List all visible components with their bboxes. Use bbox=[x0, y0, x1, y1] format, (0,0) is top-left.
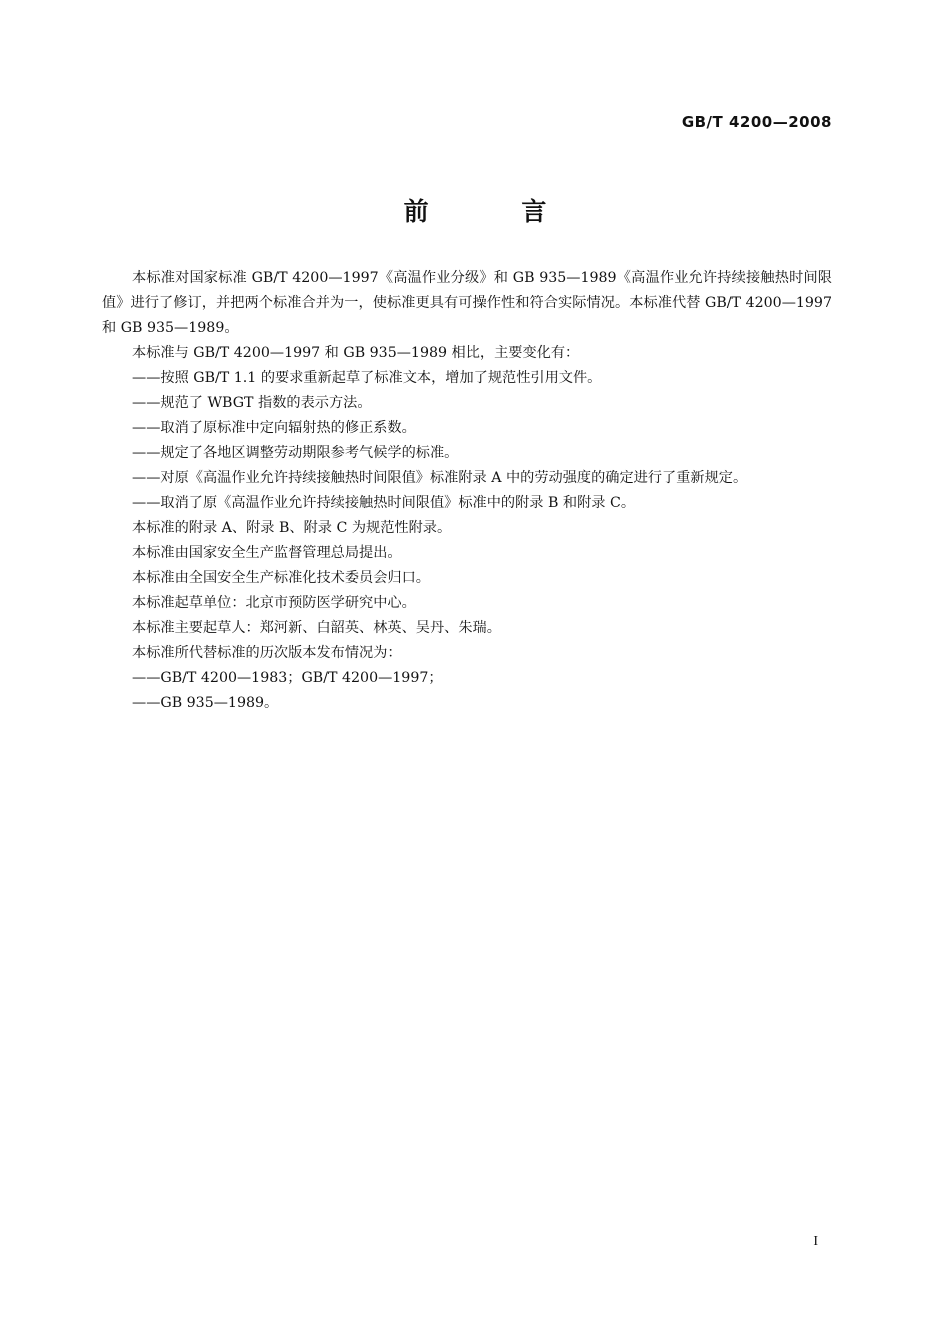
text-line: 本标准的附录 A、附录 B、附录 C 为规范性附录。 bbox=[132, 520, 452, 536]
standard-number: GB/T 4200—2008 bbox=[681, 113, 832, 131]
page-number: I bbox=[813, 1234, 818, 1249]
text-line: 本标准主要起草人：郑河新、白韶英、林英、吴丹、朱瑞。 bbox=[132, 620, 501, 636]
text-line: 本标准起草单位：北京市预防医学研究中心。 bbox=[132, 595, 416, 611]
version-item: ——GB/T 4200—1983；GB/T 4200—1997； bbox=[132, 670, 443, 686]
change-item: ——取消了原《高温作业允许持续接触热时间限值》标准中的附录 B 和附录 C。 bbox=[132, 495, 636, 511]
version-item: ——GB 935—1989。 bbox=[132, 695, 279, 711]
change-item: ——取消了原标准中定向辐射热的修正系数。 bbox=[132, 420, 416, 436]
intro-paragraph: 本标准对国家标准 GB/T 4200—1997《高温作业分级》和 GB 935—1989《高温作业允许持续接触热时间限值》进行了修订，并把两个标准合并为一，使标准更具有可操作性和符合实际情况。本标准代替 GB/T 4200—1997 和 GB 935—1989。 bbox=[102, 270, 832, 336]
text-line: 本标准所代替标准的历次版本发布情况为： bbox=[132, 645, 402, 661]
change-item: ——规范了 WBGT 指数的表示方法。 bbox=[132, 395, 372, 411]
text-line: 本标准与 GB/T 4200—1997 和 GB 935—1989 相比，主要变化有： bbox=[132, 345, 580, 361]
change-item: ——规定了各地区调整劳动期限参考气候学的标准。 bbox=[132, 445, 459, 461]
change-item: ——对原《高温作业允许持续接触热时间限值》标准附录 A 中的劳动强度的确定进行了重新规定。 bbox=[132, 470, 748, 486]
text-line: 本标准由全国安全生产标准化技术委员会归口。 bbox=[132, 570, 430, 586]
page-title: 前 言 bbox=[403, 197, 589, 226]
change-item: ——按照 GB/T 1.1 的要求重新起草了标准文本，增加了规范性引用文件。 bbox=[132, 370, 602, 386]
foreword-body bbox=[102, 266, 832, 716]
text-line: 本标准由国家安全生产监督管理总局提出。 bbox=[132, 545, 402, 561]
